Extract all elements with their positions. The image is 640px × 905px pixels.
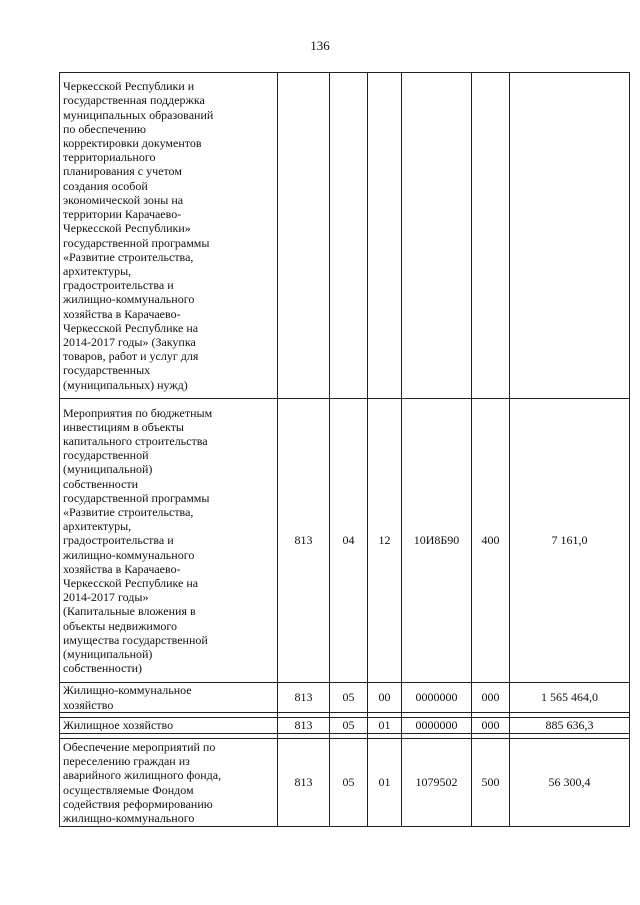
budget-table: [59, 72, 630, 827]
row-description: Черкесской Республики и государственная поддержка муниципальных образований по обеспечению корректировки документов территориального планирования с учетом создания особой экономической зоны на территории Карачаево- Черкесской Республики» государственной программы «Развитие строительства, архитектуры, градостроительства и жилищно-коммунального хозяйства в Карачаево- Черкесской Республике на 2014-2017 годы» (Закупка товаров, работ и услуг для государственных (муниципальных) нужд): [60, 73, 278, 399]
cell-section: 05: [330, 718, 368, 734]
cell-expense-type: 000: [472, 718, 510, 734]
cell-target: 0000000: [402, 683, 472, 713]
row-description: Обеспечение мероприятий по переселению граждан из аварийного жилищного фонда, осуществляемые Фондом содействия реформированию жилищно-коммунального: [60, 739, 278, 827]
cell-ministry: 813: [278, 739, 330, 827]
cell-target: 1079502: [402, 739, 472, 827]
table-row: [60, 739, 630, 827]
row-description: Жилищно-коммунальное хозяйство: [60, 683, 278, 713]
cell-ministry: 813: [278, 718, 330, 734]
cell-expense-type: 000: [472, 683, 510, 713]
cell-subsection: 01: [368, 739, 402, 827]
cell-subsection: 12: [368, 399, 402, 683]
cell-expense-type: 500: [472, 739, 510, 827]
cell-section: [330, 73, 368, 399]
cell-expense-type: [472, 73, 510, 399]
cell-subsection: 01: [368, 718, 402, 734]
cell-subsection: [368, 73, 402, 399]
cell-amount: [510, 73, 630, 399]
page-number: 136: [310, 38, 330, 53]
cell-expense-type: 400: [472, 399, 510, 683]
table-row: [60, 73, 630, 399]
cell-target: 0000000: [402, 718, 472, 734]
cell-subsection: 00: [368, 683, 402, 713]
cell-ministry: 813: [278, 399, 330, 683]
cell-amount: 885 636,3: [510, 718, 630, 734]
cell-ministry: [278, 73, 330, 399]
cell-ministry: 813: [278, 683, 330, 713]
table-row: [60, 399, 630, 683]
cell-section: 05: [330, 683, 368, 713]
cell-section: 05: [330, 739, 368, 827]
cell-target: 10И8Б90: [402, 399, 472, 683]
cell-amount: 56 300,4: [510, 739, 630, 827]
row-description: Жилищное хозяйство: [60, 718, 278, 734]
cell-section: 04: [330, 399, 368, 683]
table-row: [60, 718, 630, 734]
cell-target: [402, 73, 472, 399]
table-row: [60, 683, 630, 713]
row-description: Мероприятия по бюджетным инвестициям в объекты капитального строительства государственной (муниципальной) собственности государственной программы «Развитие строительства, архитектуры, градостроительства и жилищно-коммунального хозяйства в Карачаево- Черкесской Республике на 2014-2017 годы» (Капитальные вложения в объекты недвижимого имущества государственной (муниципальной) собственности): [60, 399, 278, 683]
cell-amount: 7 161,0: [510, 399, 630, 683]
cell-amount: 1 565 464,0: [510, 683, 630, 713]
